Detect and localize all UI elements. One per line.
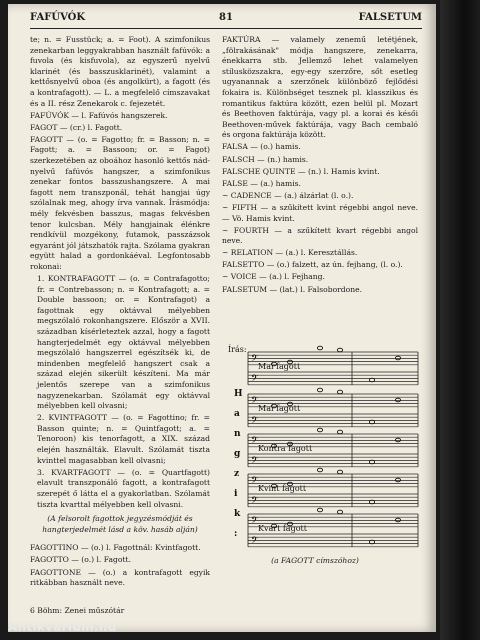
svg-text:𝄢: 𝄢 [251,495,259,508]
left-column-entry: FAGOTTO — (o.) l. Fagott. [30,555,131,565]
left-column-entry: (A felsorolt fagottok jegyzésmódját és hangterjedelmét lásd a köv. hasáb alján) [42,514,198,534]
staff-system [248,428,418,468]
book-page [8,4,436,632]
svg-text:𝄢: 𝄢 [251,535,259,548]
page-number: 81 [219,12,233,23]
page-header [30,10,422,29]
left-column-entry: FAGOTTONE — (o.) a kontrafagott egyik ritkábban használt neve. [30,567,210,588]
right-column [222,35,418,297]
left-column-entry: 2. KVINTFAGOTT — (o. = Fagottino; fr. = Basson quinte; n. = Quintfagott; a. = Tenoroon) kis tenorfagott, a XIX. század elején használták. Elavult. Szólamát tiszta kvinttel magasabban kell olvasni; [37,413,210,465]
left-column-entry: FAGOTT — (o. = Fagotto; fr. = Basson; n. = Fagott; a. = Bassoon; or. = Fagot) szerkezetében az oboához hasonló kettős nád-nyelvű fafúvós hangszer, a szimfonikus zenekar fontos basszushangszere. A mai fagott nem transzponál, tehát hangjai úgy szólalnak meg, ahogy írva vannak. Írásmódja: mély fekvésben basszus, magas fekvésben tenor kulcsban. Mély hangjainak élénkre rendkívül mozgékony, futamok, passzázsok egyaránt jól játszhatók rajta. Szólama gyakran együtt halad a gordonkáéval. Legfontosabb rokonai: [30,134,210,271]
staff-system [248,468,418,508]
staff-system [248,346,418,386]
svg-text:𝄢: 𝄢 [251,435,259,448]
left-column [30,35,210,590]
right-column-entry: FALSCHE QUINTE — (n.) l. Hamis kvint. [222,166,380,176]
left-column-entry: te; n. = Fusstück; a. = Foot). A szimfonikus zenekarban leggyakrabban használt fafúvók: a fuvola (és kisfuvola), az egyszerű nyelvű klarinét (és basszusklarinét), valamint a kettősnyelvű oboa (és angolkürt), a fagott (és a kontrafagott). — L. a megfelelő címszavakat és a II. rész Zenekarok c. fejezetét. [30,35,210,108]
header-left-keyword: FAFÚVÓK [30,12,86,23]
right-column-entry: FAKTÚRA — valamely zenemű letétjének, „fölrakásának" módja hangszere, zenekarra, énekkarra stb. Jellemző lehet valamelyen stílusközszakra, egy-egy szerzőre, sőt esetleg ugyanannak a szerzőnek különböző fejlődési fokaira is. Különbséget tesznek pl. klasszikus és romantikus faktúra között, ezen belül pl. Mozart és Beethoven faktúrája, vagy pl. a korai és késői Beethoven-művek faktúrája, vagy Bach cembaló és orgona faktúrája között. [222,35,418,140]
svg-text:𝄢: 𝄢 [251,353,259,366]
svg-text:n: n [234,429,241,439]
svg-text:𝄢: 𝄢 [251,373,259,386]
left-column-entry: FAGOT — (cr.) l. Fagott. [30,122,123,132]
staff-system [248,508,418,548]
watermark: Antikvarium.hu [8,620,117,634]
staff-label: Mai fagott [258,362,301,371]
figure-caption: (a FAGOTT címszóhoz) [271,556,359,565]
left-column-entry: 3. KVARTFAGOTT — (o. = Quartfagott) elavult transzponáló fagott, a kontrafagott szerepét ő látta el a gyakorlatban. Szólamát tiszta kvarttal mélyebben kell olvasni. [37,467,210,509]
svg-text:k: k [234,509,241,519]
iras-label: Írás: [228,345,247,354]
svg-text:𝄢: 𝄢 [251,515,259,528]
svg-text::: : [234,529,238,539]
right-column-entry: FALSCH — (n.) hamis. [222,154,309,164]
right-column-entry: FALSETTO — (o.) falzett, az ún. fejhang, (l. o.). [222,260,403,270]
svg-text:𝄢: 𝄢 [251,415,259,428]
book-spine [440,0,480,640]
staff-label: Kontra fagott [258,444,313,453]
left-column-entry: FAFÚVÓK — l. Fafúvós hangszerek. [30,110,168,120]
right-column-entry: FALSE — (a.) hamis. [222,178,301,188]
svg-text:𝄢: 𝄢 [251,475,259,488]
svg-text:g: g [234,449,241,459]
hangzik-vertical-label [234,389,243,539]
svg-text:i: i [234,489,238,499]
right-column-entry: FALSA — (o.) hamis. [222,142,301,152]
page-footer: 6 Böhm: Zenei műszótár [30,606,125,615]
staff-label: Kvint fagott [258,484,307,493]
header-right-keyword: FALSETUM [358,12,422,23]
svg-text:H: H [234,389,243,399]
left-column-entry: FAGOTTINO — (o.) l. Fagottnál: Kvintfagott. [30,543,201,553]
staff-label: Kvart fagott [258,524,307,533]
svg-text:𝄢: 𝄢 [251,455,259,468]
right-column-entry: FALSETUM — (lat.) l. Falsobordone. [222,284,363,294]
svg-text:z: z [234,469,240,479]
svg-text:a: a [234,409,240,419]
right-column-entry: ~ FIFTH — a szűkített kvint régebbi angol neve. — Vö. Hamis kvint. [222,202,418,223]
staff-system [248,388,418,428]
right-column-entry: ~ RELATION — (a.) l. Keresztállás. [222,248,358,258]
right-column-entry: ~ VOICE — (a.) l. Fejhang. [222,272,325,282]
right-column-entry: ~ CADENCE — (a.) álzárlat (l. o.). [222,190,354,200]
svg-text:𝄢: 𝄢 [251,395,259,408]
fagott-notation-figure [222,334,422,552]
right-column-entry: ~ FOURTH — a szűkített kvart régebbi angol neve. [222,225,418,246]
staff-label: Mai fagott [258,404,301,413]
left-column-entry: 1. KONTRAFAGOTT — (o. = Contrafagotto; fr. = Contrebasson; n. = Kontrafagott; a. = Double bassoon; or. = Kontrafagot) a fagottnak egy oktávval mélyebben megszólaló rokonhangszere. Először a XVII. században kísérleteztek azzal, hogy a fagott hangterjedelmét egy oktávval mélyebben megszólaló hangszerrel egészítsék ki, de mindenben megfelelő hangszert csak a század elején sikerült készíteni. Ma már jelentős szerepe van a szimfonikus nagyzenekarban. Szólamát egy oktávval mélyebben kell olvasni; [37,274,210,411]
